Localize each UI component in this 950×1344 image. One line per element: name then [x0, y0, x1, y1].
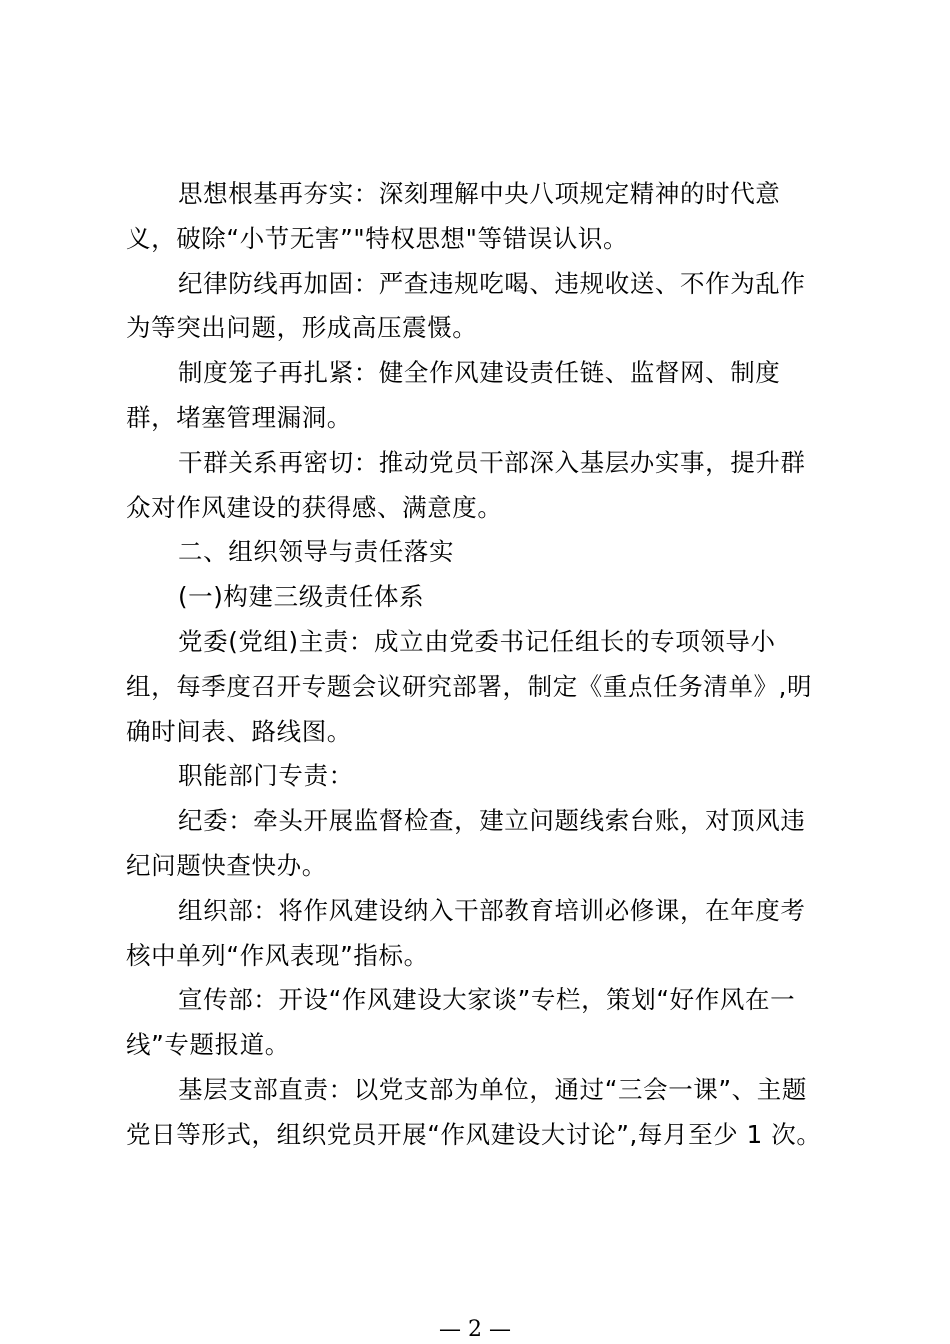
paragraph: [126, 754, 826, 799]
document-body: [126, 172, 826, 1158]
paragraph-line: 纪问题快查快办。: [126, 850, 327, 880]
paragraph-line: 组织部：将作风建设纳入干部教育培训必修课，在年度考: [178, 895, 806, 925]
paragraph-line: 义，破除“小节无害”"特权思想"等错误认识。: [126, 223, 629, 253]
section-heading-text: 二、组织领导与责任落实: [178, 537, 455, 567]
paragraph: [126, 351, 826, 441]
paragraph: [126, 889, 826, 979]
subsection-heading: [126, 575, 826, 620]
paragraph-line: 宣传部：开设“作风建设大家谈”专栏，策划“好作风在一: [178, 985, 796, 1015]
paragraph-line: 组，每季度召开专题会议研究部署，制定《重点任务清单》,明: [126, 671, 813, 701]
paragraph-line: 职能部门专责：: [178, 761, 354, 791]
paragraph: [126, 262, 826, 352]
paragraph-line: 制度笼子再扎紧：健全作风建设责任链、监督网、制度: [178, 358, 781, 388]
page-number: — 2 —: [439, 1317, 511, 1342]
paragraph: [126, 1068, 826, 1158]
paragraph-line: 众对作风建设的获得感、满意度。: [126, 492, 503, 522]
paragraph-line: 纪委：牵头开展监督检查，建立问题线索台账，对顶风违: [178, 806, 806, 836]
paragraph-line: 党委(党组)主责：成立由党委书记任组长的专项领导小: [178, 626, 776, 656]
paragraph-line: 思想根基再夯实：深刻理解中央八项规定精神的时代意: [178, 179, 781, 208]
paragraph-line: 群，堵塞管理漏洞。: [126, 402, 352, 432]
subsection-heading-text: (一)构建三级责任体系: [178, 582, 425, 612]
paragraph-line: 确时间表、路线图。: [126, 716, 352, 746]
paragraph: [126, 978, 826, 1068]
paragraph: [126, 620, 826, 754]
paragraph: [126, 799, 826, 889]
section-heading: [126, 530, 826, 575]
paragraph: [126, 172, 826, 262]
paragraph: [126, 441, 826, 531]
paragraph-line: 线”专题报道。: [126, 1030, 290, 1060]
paragraph-line: 为等突出问题，形成高压震慑。: [126, 313, 478, 343]
paragraph-line: 干群关系再密切：推动党员干部深入基层办实事，提升群: [178, 447, 806, 477]
paragraph-line: 纪律防线再加固：严查违规吃喝、违规收送、不作为乱作: [178, 268, 806, 298]
paragraph-line: 党日等形式，组织党员开展“作风建设大讨论”,每月至少 1 次。: [126, 1119, 822, 1149]
paragraph-line: 核中单列“作风表现”指标。: [126, 940, 429, 970]
paragraph-line: 基层支部直责：以党支部为单位，通过“三会一课”、主题: [178, 1074, 807, 1104]
